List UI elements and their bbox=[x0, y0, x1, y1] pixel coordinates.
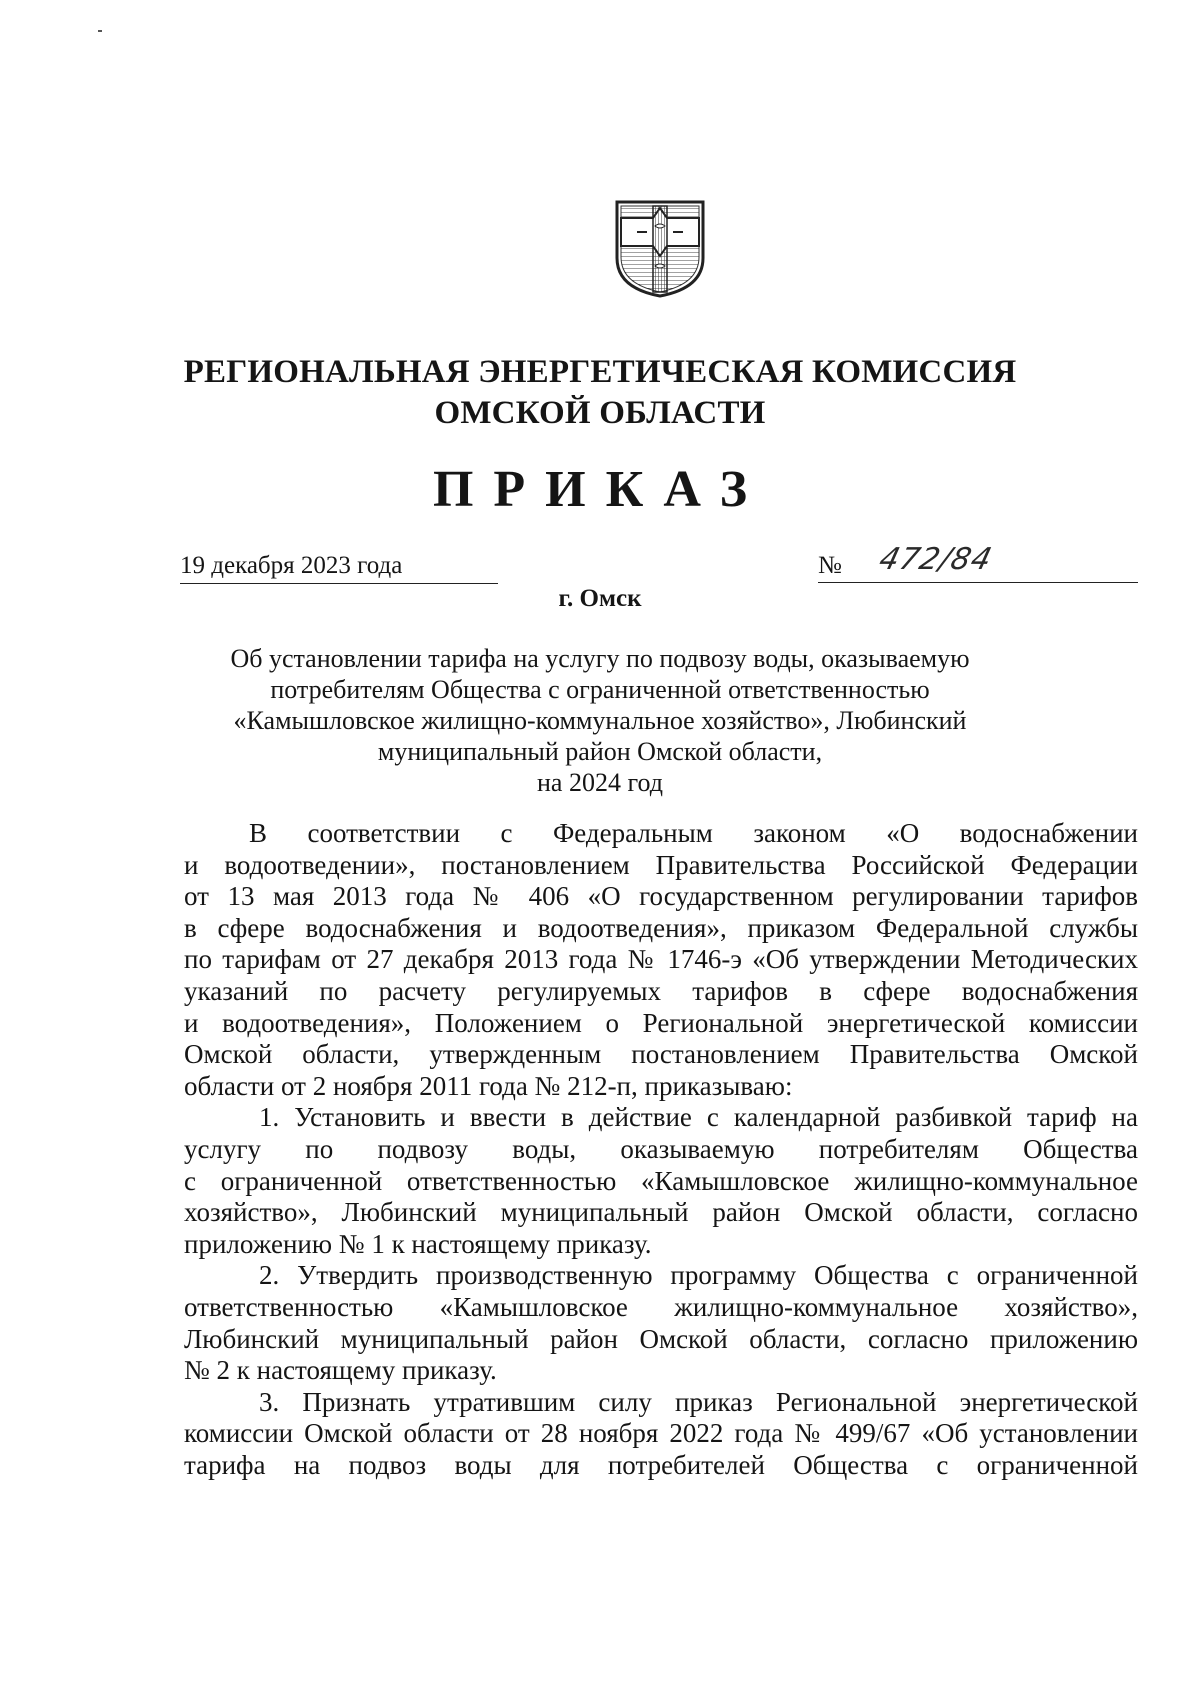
title-line: муниципальный район Омской области, bbox=[377, 737, 823, 766]
document-date: 19 декабря 2023 года bbox=[180, 552, 498, 584]
document-body bbox=[184, 818, 1138, 1481]
item-1-paragraph bbox=[184, 1102, 1138, 1260]
item-3-paragraph bbox=[184, 1387, 1138, 1482]
body-line: и водоотведении», постановлением Правительства Российской Федерации bbox=[184, 849, 1138, 880]
organization-name-line-2: ОМСКОЙ ОБЛАСТИ bbox=[434, 395, 766, 431]
document-type-heading: ПРИКАЗ bbox=[432, 461, 768, 518]
organization-name-line-1: РЕГИОНАЛЬНАЯ ЭНЕРГЕТИЧЕСКАЯ КОМИССИЯ bbox=[183, 354, 1017, 390]
body-line: ответственностью «Камышловское жилищно-коммунальное хозяйство», bbox=[184, 1291, 1138, 1322]
title-line: потребителям Общества с ограниченной ответственностью bbox=[270, 675, 930, 704]
body-line: № 2 к настоящему приказу. bbox=[184, 1355, 497, 1386]
document-title bbox=[190, 643, 1010, 798]
title-line: Об установлении тарифа на услугу по подвозу воды, оказываемую bbox=[230, 644, 970, 673]
body-line: приложению № 1 к настоящему приказу. bbox=[184, 1228, 652, 1259]
body-line: по тарифам от 27 декабря 2013 года № 1746-э «Об утверждении Методических bbox=[184, 944, 1138, 975]
body-line: и водоотведения», Положением о Региональной энергетической комиссии bbox=[184, 1007, 1138, 1038]
body-line: с ограниченной ответственностью «Камышловское жилищно-коммунальное bbox=[184, 1165, 1138, 1196]
body-line: от 13 мая 2013 года № 406 «О государственном регулировании тарифов bbox=[184, 881, 1138, 912]
preamble-paragraph bbox=[184, 818, 1138, 1102]
body-line: Любинский муниципальный район Омской области, согласно приложению bbox=[184, 1323, 1138, 1354]
number-label: № bbox=[818, 552, 842, 579]
body-line: тарифа на подвоз воды для потребителей Общества с ограниченной bbox=[184, 1449, 1138, 1480]
body-line: комиссии Омской области от 28 ноября 2022 года № 499/67 «Об установлении bbox=[184, 1418, 1138, 1449]
scan-speck bbox=[98, 30, 102, 32]
body-line: 2. Утвердить производственную программу Общества с ограниченной bbox=[259, 1260, 1138, 1291]
document-number-field bbox=[818, 542, 1138, 583]
omsk-coat-of-arms-icon bbox=[613, 196, 707, 300]
body-line: 1. Установить и ввести в действие с календарной разбивкой тариф на bbox=[259, 1102, 1138, 1133]
body-line: хозяйство», Любинский муниципальный район Омской области, согласно bbox=[184, 1197, 1138, 1228]
body-line: области от 2 ноября 2011 года № 212-п, приказываю: bbox=[184, 1070, 793, 1101]
document-city: г. Омск bbox=[558, 585, 642, 612]
title-line: «Камышловское жилищно-коммунальное хозяйство», Любинский bbox=[233, 706, 967, 735]
body-line: указаний по расчету регулируемых тарифов в сфере водоснабжения bbox=[184, 975, 1138, 1006]
body-line: В соответствии с Федеральным законом «О водоснабжении bbox=[249, 818, 1138, 848]
item-2-paragraph bbox=[184, 1260, 1138, 1386]
body-line: Омской области, утвержденным постановлением Правительства Омской bbox=[184, 1039, 1138, 1070]
handwritten-number: 472/84 bbox=[875, 542, 996, 577]
body-line: в сфере водоснабжения и водоотведения», приказом Федеральной службы bbox=[184, 912, 1138, 943]
body-line: 3. Признать утратившим силу приказ Региональной энергетической bbox=[259, 1386, 1138, 1417]
title-line: на 2024 год bbox=[537, 768, 663, 797]
body-line: услугу по подвозу воды, оказываемую потребителям Общества bbox=[184, 1133, 1138, 1164]
